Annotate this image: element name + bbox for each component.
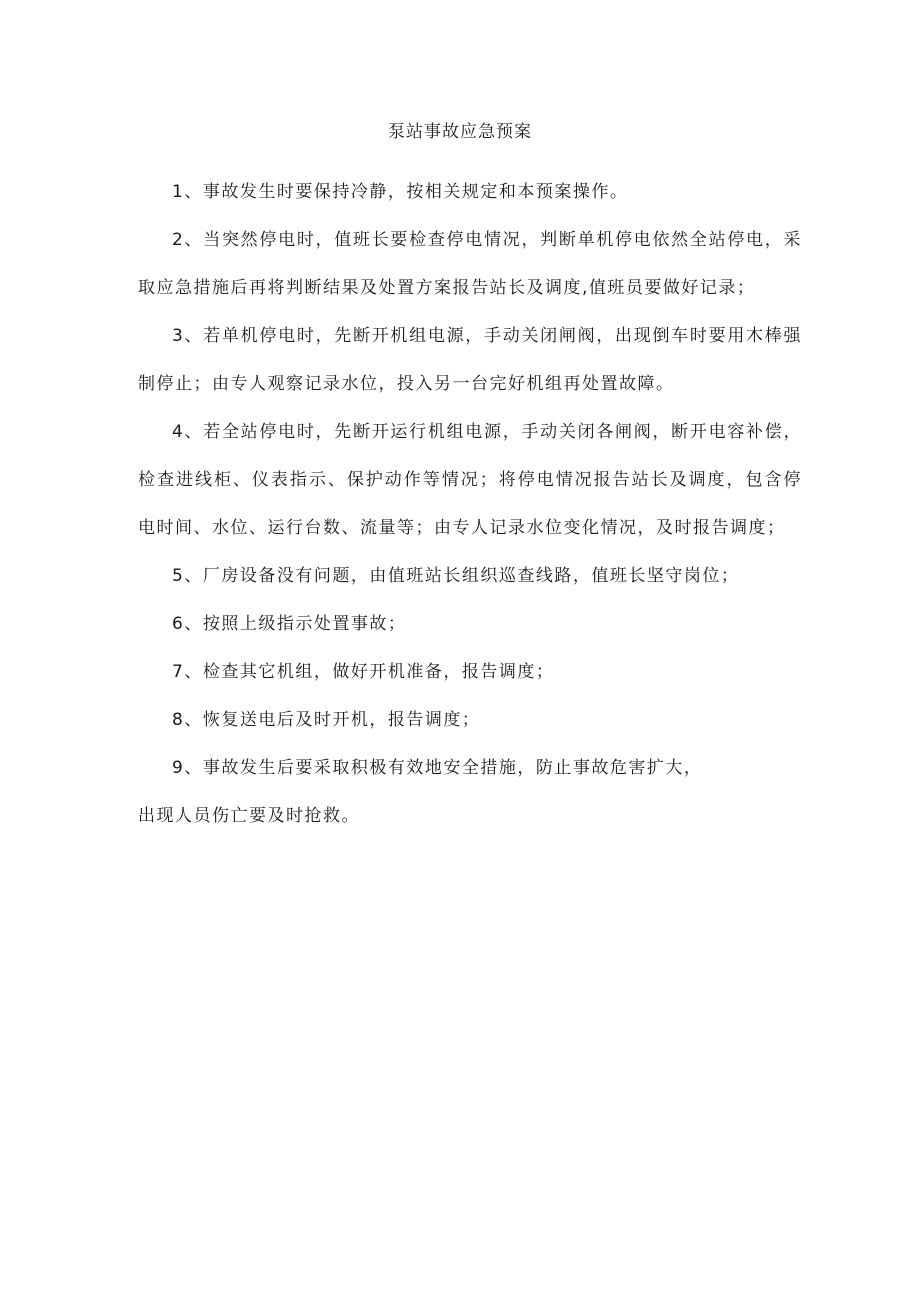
paragraph-1: 1、事故发生时要保持冷静，按相关规定和本预案操作。 (172, 182, 629, 202)
paragraph-5: 5、厂房设备没有问题，由值班站长组织巡查线路，值班长坚守岗位； (172, 566, 740, 586)
paragraph-9: 9、事故发生后要采取积极有效地安全措施，防止事故危害扩大， (172, 758, 703, 778)
paragraph-3: 3、若单机停电时，先断开机组电源，手动关闭闸阀，出现倒车时要用木棒强制停止；由专人观察记录水位，投入另一台完好机组再处置故障。 (138, 326, 802, 394)
paragraph-2: 2、当突然停电时，值班长要检查停电情况，判断单机停电依然全站停电，采取应急措施后再将判断结果及处置方案报告站长及调度,值班员要做好记录； (138, 230, 802, 298)
paragraph-4: 4、若全站停电时，先断开运行机组电源，手动关闭各闸阀，断开电容补偿，检查进线柜、仪表指示、保护动作等情况；将停电情况报告站长及调度，包含停电时间、水位、运行台数、流量等；由专人记录水位变化情况，及时报告调度； (138, 422, 802, 538)
document-body (138, 168, 802, 840)
paragraph-6: 6、按照上级指示处置事故； (172, 614, 407, 634)
document-title: 泵站事故应急预案 (388, 122, 532, 142)
paragraph-7: 7、检查其它机组，做好开机准备，报告调度； (172, 662, 555, 682)
paragraph-8: 8、恢复送电后及时开机，报告调度； (172, 710, 481, 730)
paragraph-10: 出现人员伤亡要及时抢救。 (138, 806, 360, 826)
